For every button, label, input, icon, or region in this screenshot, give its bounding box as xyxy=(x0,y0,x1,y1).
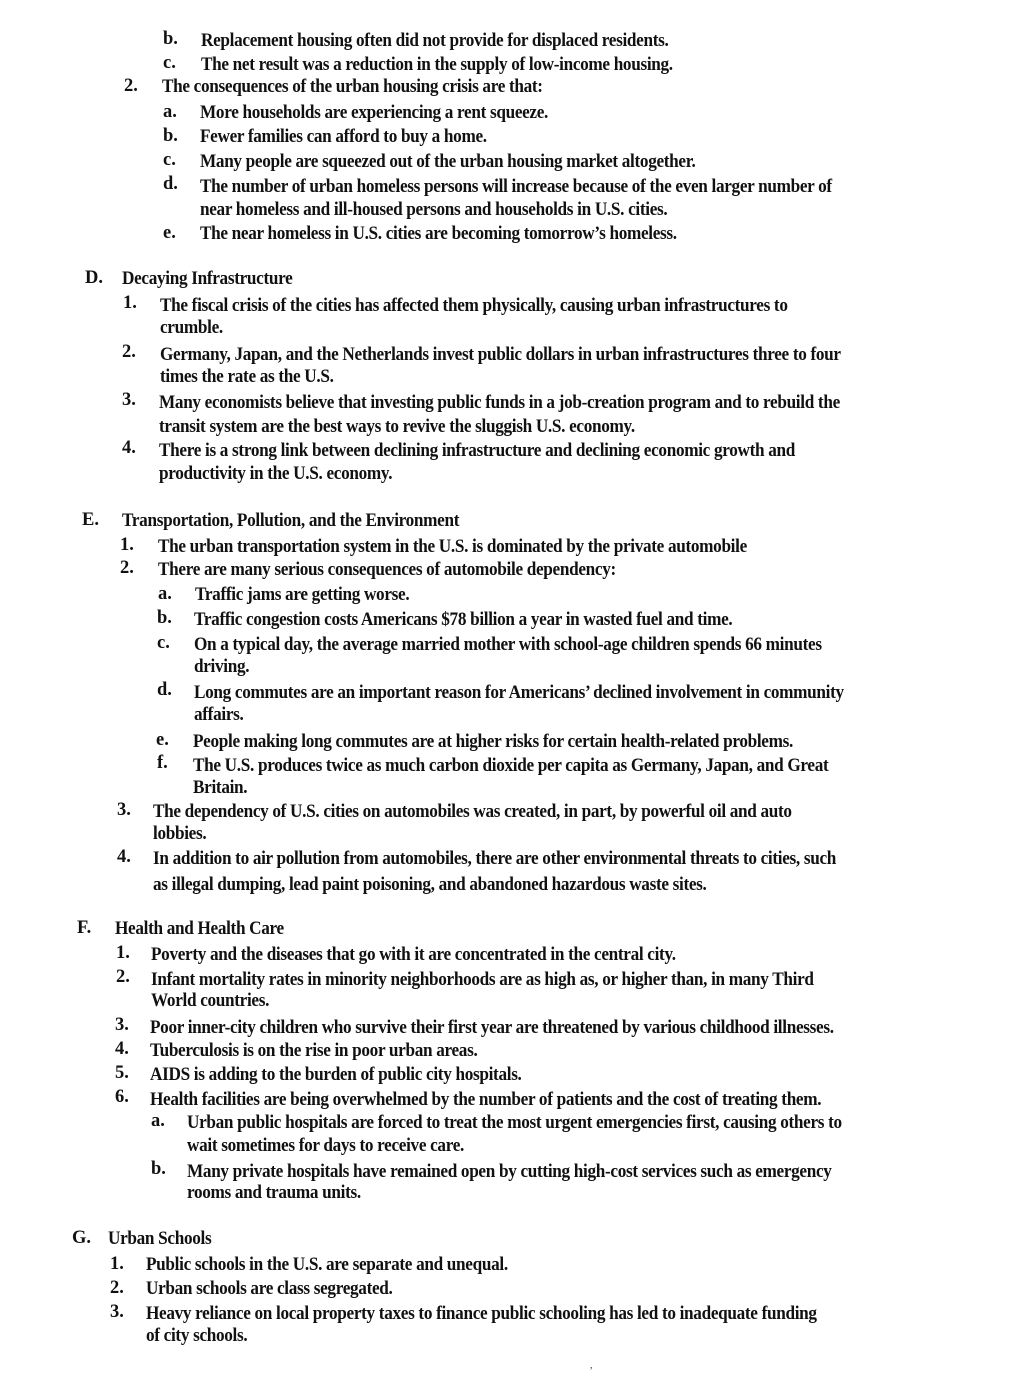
item-marker: a. xyxy=(158,584,172,604)
item-text: The net result was a reduction in the supply of low-income housing. xyxy=(201,55,673,75)
item-text: Traffic jams are getting worse. xyxy=(195,585,410,605)
point-text: There is a strong link between declining infrastructure and declining economic growth and xyxy=(159,441,796,461)
point-marker: 2. xyxy=(122,342,136,362)
item-marker: d. xyxy=(157,680,172,700)
item-text: Urban public hospitals are forced to treat the most urgent emergencies first, causing others to xyxy=(187,1113,842,1133)
item-marker: b. xyxy=(157,608,172,628)
point-marker: 5. xyxy=(115,1063,129,1083)
item-text: On a typical day, the average married mother with school-age children spends 66 minutes xyxy=(194,635,822,655)
point-marker: 4. xyxy=(122,438,136,458)
item-text: More households are experiencing a rent squeeze. xyxy=(200,103,549,123)
item-text: Britain. xyxy=(193,778,248,798)
point-text: of city schools. xyxy=(146,1326,248,1346)
section-marker: D. xyxy=(85,268,103,288)
point-text: The fiscal crisis of the cities has affected them physically, causing urban infrastructures to xyxy=(160,296,788,316)
item-text: The near homeless in U.S. cities are becoming tomorrow’s homeless. xyxy=(200,224,677,244)
item-marker: c. xyxy=(163,150,176,170)
point-text: There are many serious consequences of automobile dependency: xyxy=(158,560,616,580)
item-text: driving. xyxy=(194,657,250,677)
point-text: AIDS is adding to the burden of public city hospitals. xyxy=(150,1065,522,1085)
section-marker: E. xyxy=(82,510,99,530)
point-marker: 3. xyxy=(115,1015,129,1035)
scan-speck: , xyxy=(590,1360,593,1371)
item-text: Long commutes are an important reason for Americans’ declined involvement in community xyxy=(194,683,844,703)
point-text: Public schools in the U.S. are separate and unequal. xyxy=(146,1255,508,1275)
item-text: The number of urban homeless persons will increase because of the even larger number of xyxy=(200,177,832,197)
point-marker: 1. xyxy=(120,535,134,555)
item-marker: d. xyxy=(163,174,178,194)
point-text: transit system are the best ways to revive the sluggish U.S. economy. xyxy=(159,417,635,437)
point-marker: 2. xyxy=(120,558,134,578)
point-text: productivity in the U.S. economy. xyxy=(159,464,393,484)
item-marker: c. xyxy=(163,53,176,73)
point-text: Poor inner-city children who survive their first year are threatened by various childhood illnesses. xyxy=(150,1018,834,1038)
item-text: Many private hospitals have remained open by cutting high-cost services such as emergency xyxy=(187,1162,832,1182)
section-marker: G. xyxy=(72,1228,92,1248)
point-marker: 2. xyxy=(110,1278,124,1298)
item-text: People making long commutes are at higher risks for certain health-related problems. xyxy=(193,732,793,752)
point-marker: 3. xyxy=(110,1302,124,1322)
point-text: Germany, Japan, and the Netherlands invest public dollars in urban infrastructures three to four xyxy=(160,345,841,365)
point-text: Poverty and the diseases that go with it are concentrated in the central city. xyxy=(151,945,676,965)
point-marker: 1. xyxy=(116,943,130,963)
item-text: rooms and trauma units. xyxy=(187,1183,361,1203)
point-text: World countries. xyxy=(151,991,270,1011)
item-marker: e. xyxy=(156,730,169,750)
point-text: times the rate as the U.S. xyxy=(160,367,334,387)
point-text: Many economists believe that investing public funds in a job-creation program and to rebuild the xyxy=(159,393,840,413)
item-text: affairs. xyxy=(194,705,244,725)
point-text: lobbies. xyxy=(153,824,207,844)
point-marker: 1. xyxy=(110,1254,124,1274)
point-text: crumble. xyxy=(160,318,223,338)
item-marker: e. xyxy=(163,223,176,243)
point-text: as illegal dumping, lead paint poisoning, and abandoned hazardous waste sites. xyxy=(153,875,707,895)
section-title: Transportation, Pollution, and the Environment xyxy=(122,511,460,531)
point-marker: 1. xyxy=(123,293,137,313)
point-text: Urban schools are class segregated. xyxy=(146,1279,393,1299)
item-marker: a. xyxy=(163,102,177,122)
item-text: The U.S. produces twice as much carbon dioxide per capita as Germany, Japan, and Great xyxy=(193,756,829,776)
item-marker: c. xyxy=(157,633,170,653)
point-text: The urban transportation system in the U.S. is dominated by the private automobile xyxy=(158,537,747,557)
item-marker: b. xyxy=(163,29,178,49)
item-marker: f. xyxy=(157,753,168,773)
point-marker: 6. xyxy=(115,1087,129,1107)
point-text: The consequences of the urban housing crisis are that: xyxy=(162,77,543,97)
item-text: Fewer families can afford to buy a home. xyxy=(200,127,487,147)
section-title: Decaying Infrastructure xyxy=(122,269,293,289)
point-marker: 4. xyxy=(115,1039,129,1059)
point-text: The dependency of U.S. cities on automobiles was created, in part, by powerful oil and auto xyxy=(153,802,792,822)
section-marker: F. xyxy=(77,918,92,938)
point-marker: 2. xyxy=(116,967,130,987)
point-text: In addition to air pollution from automobiles, there are other environmental threats to cities, such xyxy=(153,849,837,869)
point-text: Tuberculosis is on the rise in poor urban areas. xyxy=(150,1041,478,1061)
point-text: Heavy reliance on local property taxes to finance public schooling has led to inadequate funding xyxy=(146,1304,817,1324)
item-marker: b. xyxy=(163,126,178,146)
item-text: Traffic congestion costs Americans $78 billion a year in wasted fuel and time. xyxy=(194,610,733,630)
item-text: Replacement housing often did not provide for displaced residents. xyxy=(201,31,669,51)
point-marker: 3. xyxy=(117,800,131,820)
point-text: Health facilities are being overwhelmed by the number of patients and the cost of treating them. xyxy=(150,1090,822,1110)
point-text: Infant mortality rates in minority neighborhoods are as high as, or higher than, in many Third xyxy=(151,970,814,990)
point-marker: 4. xyxy=(117,847,131,867)
item-marker: a. xyxy=(151,1111,165,1131)
item-text: Many people are squeezed out of the urban housing market altogether. xyxy=(200,152,696,172)
section-title: Urban Schools xyxy=(108,1229,212,1249)
item-text: wait sometimes for days to receive care. xyxy=(187,1136,464,1156)
section-title: Health and Health Care xyxy=(115,919,284,939)
point-marker: 2. xyxy=(124,76,138,96)
point-marker: 3. xyxy=(122,390,136,410)
item-marker: b. xyxy=(151,1159,166,1179)
item-text: near homeless and ill-housed persons and households in U.S. cities. xyxy=(200,200,668,220)
